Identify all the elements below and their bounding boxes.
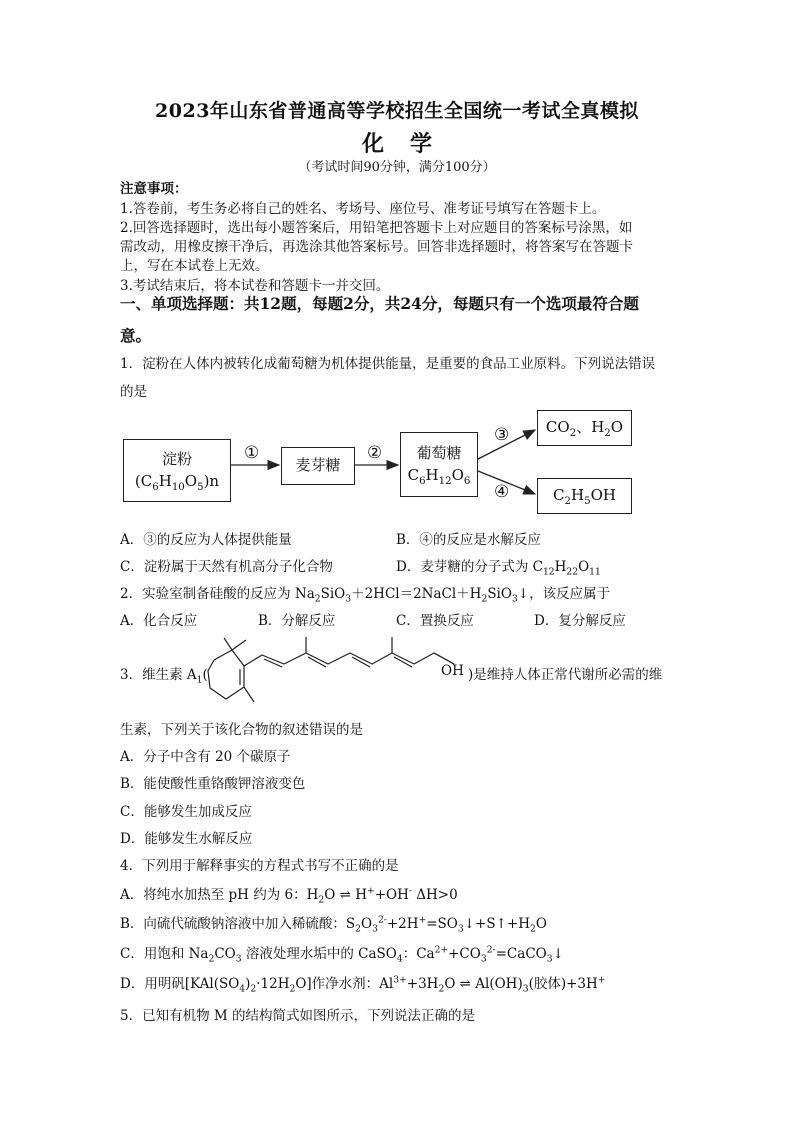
exam-time: （考试时间90分钟，满分100分） <box>298 160 496 175</box>
q3-option-a: A．分子中含有 20 个碳原子 <box>120 749 291 765</box>
note-3: 3.考试结束后，将本试卷和答题卡一并交回。 <box>120 278 390 294</box>
q3-option-d: D．能够发生水解反应 <box>120 831 253 847</box>
product-ethanol: $C_2H_5OH$ <box>553 486 616 508</box>
section-heading: 一、单项选择题：共12题，每题2分，共24分，每题只有一个选项最符合题 <box>120 294 639 313</box>
q4-option-c: C．用饱和 $Na_2CO_3$ 溶液处理水垢中的 CaSO$_4$：$Ca^{2+}+CO_3^{2-}=CaCO_3↓$ <box>120 944 564 965</box>
glucose-name: 葡萄糖 <box>416 443 462 462</box>
q2-option-d: D．复分解反应 <box>534 613 626 629</box>
q2-option-b: B．分解反应 <box>258 613 336 629</box>
q4-option-d: D．用明矾$[KAl(SO_4)_2\cdot 12H_2O]$作净水剂：$Al^{3+}+3H_2O$ ⇌ $Al(OH)_3$(胶体)+3H+ <box>120 974 606 995</box>
q1-option-d: D．麦芽糖的分子式为 $C_{12}H_{22}O_{11}$ <box>396 559 601 578</box>
note-2a: 2.回答选择题时，选出每小题答案后，用铅笔把答题卡上对应题目的答案标号涂黑，如 <box>120 220 633 236</box>
q2-option-c: C．置换反应 <box>396 613 474 629</box>
product-top-box <box>537 410 632 446</box>
maltose-name: 麦芽糖 <box>295 456 341 475</box>
step-4-label: ④ <box>494 482 510 502</box>
q3-stem-start: 3．维生素 $A_1$( <box>120 667 208 686</box>
q3-option-c: C．能够发生加成反应 <box>120 804 252 820</box>
q4-option-a: A．将纯水加热至 pH 约为 6：$H_2O$ ⇌ H++OH- ΔH>0 <box>120 885 458 906</box>
exam-title: 2023年山东省普通高等学校招生全国统一考试全真模拟 <box>155 100 639 122</box>
step-1-label: ① <box>244 443 260 463</box>
q4-stem: 4．下列用于解释事实的方程式书写不正确的是 <box>120 858 399 874</box>
starch-formula: $(C_6H_{10}O_5)n$ <box>134 471 220 493</box>
maltose-box <box>281 447 355 485</box>
glucose-formula: $C_6H_{12}O_6$ <box>407 465 471 487</box>
q3-stem-end: )是维持人体正常代谢所必需的维 <box>468 667 663 683</box>
q1-option-a: A．③的反应为人体提供能量 <box>120 532 292 548</box>
q2-option-a: A．化合反应 <box>120 613 198 629</box>
note-1: 1.答卷前，考生务必将自己的姓名、考场号、座位号、准考证号填写在答题卡上。 <box>120 201 606 217</box>
q3-option-b: B．能使酸性重铬酸钾溶液变色 <box>120 776 306 792</box>
product-bottom-box <box>537 478 632 514</box>
section-heading-cont: 意。 <box>120 326 152 345</box>
note-2c: 上，写在本试卷上无效。 <box>120 258 269 274</box>
q3-stem-cont: 生素，下列关于该化合物的叙述错误的是 <box>120 722 363 738</box>
q4-option-b: B．向硫代硫酸钠溶液中加入稀硫酸：$S_2O_3^{2-}+2H^+=SO_3↓+S↑+H_2O$ <box>120 914 547 935</box>
starch-box <box>123 439 231 502</box>
q3-oh-label: OH <box>441 663 464 679</box>
note-2b: 需改动，用橡皮擦干净后，再选涂其他答案标号。回答非选择题时，将答案写在答题卡 <box>120 239 633 255</box>
ring <box>208 650 244 699</box>
q1-option-c: C．淀粉属于天然有机高分子化合物 <box>120 559 333 575</box>
starch-name: 淀粉 <box>161 449 192 468</box>
step-2-label: ② <box>367 443 383 463</box>
q1-option-b: B．④的反应是水解反应 <box>396 532 541 548</box>
q1-stem-cont: 的是 <box>120 384 147 400</box>
notes-heading: 注意事项： <box>120 181 188 197</box>
subject-title: 化学 <box>361 131 458 157</box>
q5-stem: 5．已知有机物 M 的结构简式如图所示，下列说法正确的是 <box>120 1008 475 1024</box>
step-3-label: ③ <box>494 425 510 445</box>
diagram-arrows <box>0 0 794 530</box>
q2-stem: 2．实验室制备硅酸的反应为 $Na_2SiO_3+2HCl=2NaCl+H_2SiO_3↓$，该反应属于 <box>120 586 611 605</box>
glucose-box <box>400 432 478 497</box>
product-co2-h2o: $CO_2$、$H_2O$ <box>545 418 624 440</box>
q1-stem: 1．淀粉在人体内被转化成葡萄糖为机体提供能量，是重要的食品工业原料。下列说法错误 <box>120 356 656 372</box>
vitamin-a-structure <box>196 633 466 711</box>
